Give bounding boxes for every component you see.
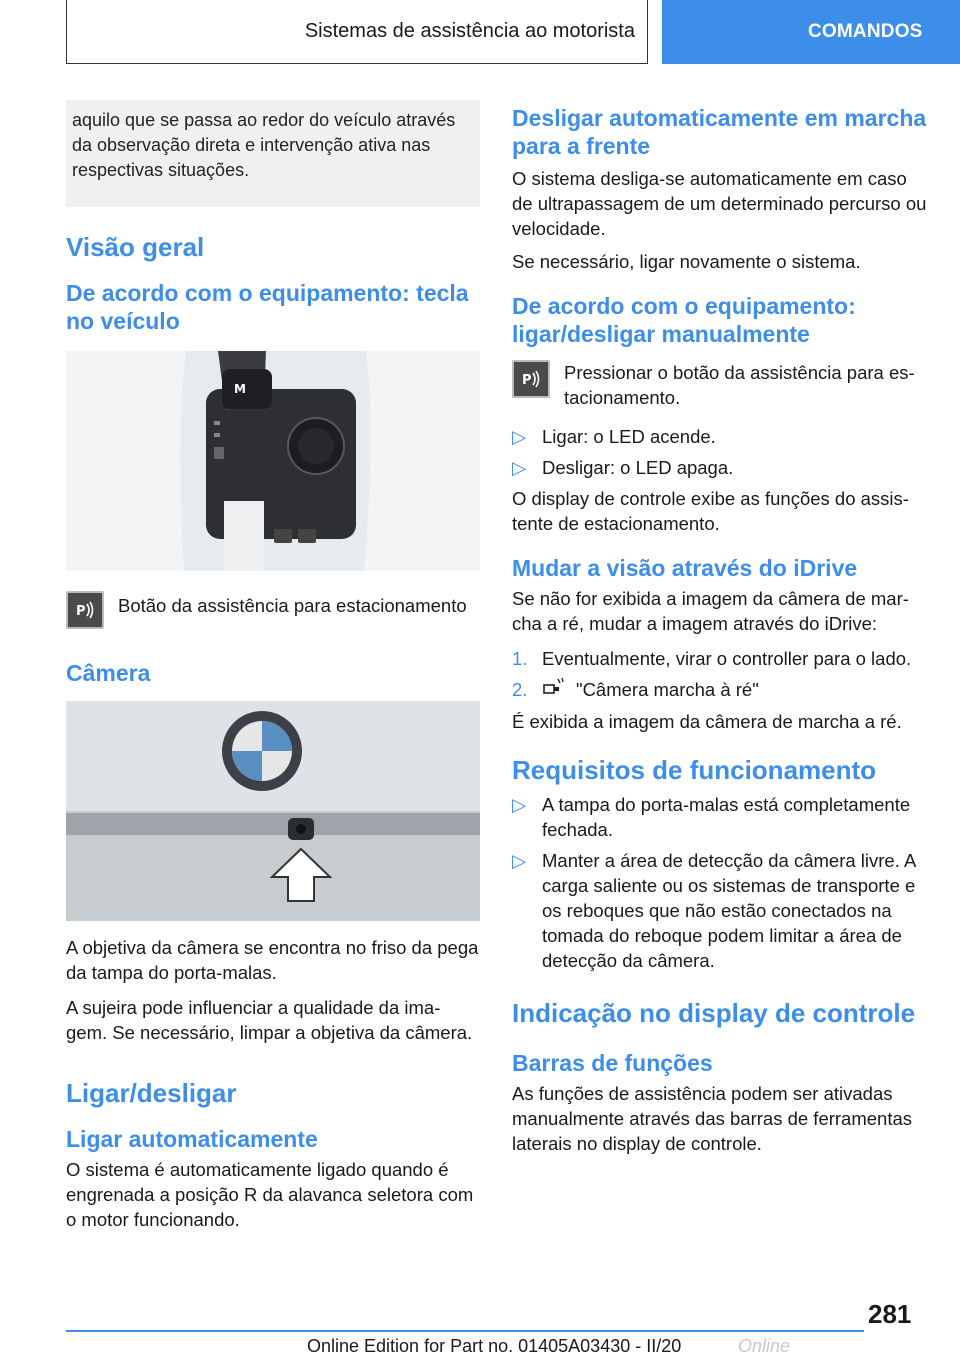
figure-camera <box>66 701 480 921</box>
page-number: 281 <box>868 1299 912 1329</box>
list-item <box>512 424 928 449</box>
bars-paragraph: As funções de assistência podem ser ativadas manualmente através das barras de ferramentas laterais no display de controle. <box>512 1083 913 1154</box>
park-assist-button-icon <box>512 360 550 398</box>
heading-auto-on: Ligar automaticamente <box>66 1126 318 1152</box>
manual-instruction: Pressionar o botão da assistência para es‐tacionamento. <box>564 362 915 408</box>
heading-camera: Câmera <box>66 660 151 686</box>
manual-instruction-row <box>512 360 928 410</box>
bullet-triangle-icon: ▷ <box>512 850 527 871</box>
park-assist-button-icon <box>66 591 104 629</box>
chapter-title-text: COMANDOS <box>808 21 923 42</box>
heading-on-off: Ligar/desligar <box>66 1078 237 1108</box>
left-column <box>66 100 480 1232</box>
idrive-paragraph: Se não for exibida a imagem da câmera de mar‐cha a ré, mudar a imagem através do iDrive: <box>512 588 909 634</box>
bullet-triangle-icon: ▷ <box>512 426 527 447</box>
camera-paragraph-1: A objetiva da câmera se encontra no friso da pega da tampa do porta-malas. <box>66 937 479 983</box>
figure-caption: Botão da assistência para estacionamento <box>118 595 467 616</box>
header-section-title <box>66 0 648 64</box>
svg-text:P: P <box>76 604 86 619</box>
step-text: "Câmera marcha à ré" <box>576 679 759 700</box>
heading-idrive: Mudar a visão através do iDrive <box>512 555 858 581</box>
list-item <box>512 455 928 480</box>
footer-watermark: Online <box>738 1336 791 1356</box>
manual-list <box>512 424 928 480</box>
heading-display: Indicação no display de controle <box>512 998 916 1028</box>
auto-on-paragraph: O sistema é automaticamente ligado quando é engrenada a posição R da alavanca seletora com o motor funcionando. <box>66 1159 474 1230</box>
section-title-text: Sistemas de assistência ao motorista <box>304 20 635 42</box>
list-item-text: A tampa do porta-malas está completamente fechada. <box>542 794 911 840</box>
list-item <box>512 848 928 973</box>
right-column <box>512 100 928 1156</box>
step-number: 2. <box>512 679 528 700</box>
idrive-steps <box>512 646 928 703</box>
svg-text:P: P <box>522 373 532 388</box>
list-item <box>512 792 928 842</box>
list-item-text: Manter a área de detecção da câmera livre. A carga saliente ou os sistemas de transporte e os reboques que não estão conectados na tomada do reboque podem limitar a área de detecção da câmera. <box>542 850 916 971</box>
step-text: Eventualmente, virar o controller para o lado. <box>542 648 912 669</box>
requirements-list <box>512 792 928 973</box>
figure-caption-row <box>66 591 480 629</box>
heading-button: De acordo com o equipamento: tecla no veículo <box>66 280 469 334</box>
idrive-paragraph-2: É exibida a imagem da câmera de marcha a ré. <box>512 711 902 732</box>
step-item <box>512 677 928 703</box>
footer-divider <box>66 1330 864 1332</box>
bullet-triangle-icon: ▷ <box>512 794 527 815</box>
header-chapter-tab <box>662 0 960 64</box>
list-item-text: Ligar: o LED acende. <box>542 426 716 447</box>
reverse-camera-icon <box>542 677 570 703</box>
step-number: 1. <box>512 648 528 669</box>
bullet-triangle-icon: ▷ <box>512 457 527 478</box>
footer-edition: Online Edition for Part no. 01405A03430 - II/20 <box>307 1336 682 1356</box>
manual-paragraph-2: O display de controle exibe as funções do assis‐tente de estacionamento. <box>512 488 909 534</box>
center-console-illustration <box>66 351 480 571</box>
step-item <box>512 646 928 671</box>
note-box <box>66 100 480 207</box>
note-text: aquilo que se passa ao redor do veículo através da observação direta e intervenção ativa nas respectivas situações. <box>72 110 456 180</box>
camera-illustration <box>66 701 480 921</box>
heading-auto-off: Desligar automaticamente em marcha para a frente <box>512 105 927 159</box>
list-item-text: Desligar: o LED apaga. <box>542 457 734 478</box>
heading-requirements: Requisitos de funcionamento <box>512 755 877 785</box>
heading-bars: Barras de funções <box>512 1050 713 1076</box>
auto-off-paragraph-1: O sistema desliga-se automaticamente em caso de ultrapassagem de um determinado percurso ou velocidade. <box>512 168 927 239</box>
svg-text:M: M <box>234 382 246 396</box>
figure-center-console <box>66 351 480 571</box>
auto-off-paragraph-2: Se necessário, ligar novamente o sistema. <box>512 251 861 272</box>
camera-paragraph-2: A sujeira pode influenciar a qualidade da ima‐gem. Se necessário, limpar a objetiva da câmera. <box>66 997 473 1043</box>
heading-manual: De acordo com o equipamento: ligar/desligar manualmente <box>512 293 856 347</box>
heading-overview: Visão geral <box>66 232 205 262</box>
